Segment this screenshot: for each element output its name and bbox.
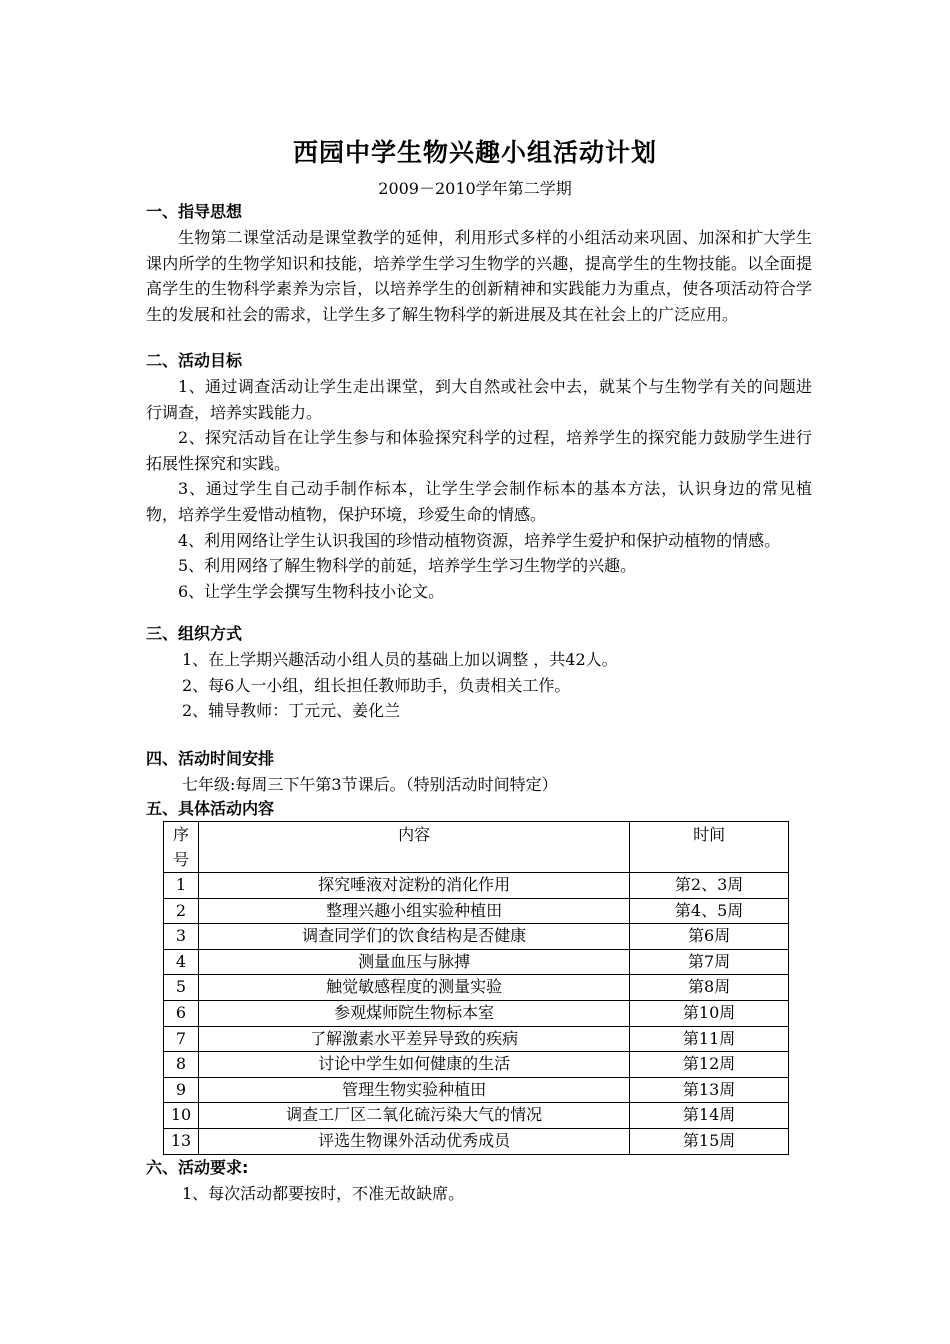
row-index: 10 [164,1103,199,1129]
document-subtitle: 2009－2010学年第二学期 [378,179,572,198]
row-time: 第4、5周 [630,898,789,924]
column-header-content: 内容 [198,822,629,873]
section-activity-content [146,796,812,822]
row-time: 第2、3周 [630,873,789,899]
table-row [164,1052,789,1078]
goal-item: 5、利用网络了解生物科学的前延，培养学生学习生物学的兴趣。 [178,556,637,576]
row-index: 9 [164,1077,199,1103]
row-index: 5 [164,975,199,1001]
table-row [164,1026,789,1052]
organization-item: 2、辅导教师：丁元元、姜化兰 [182,701,401,721]
row-time: 第8周 [630,975,789,1001]
goal-item: 6、让学生学会撰写生物科技小论文。 [178,581,445,601]
section-heading: 四、活动时间安排 [146,749,275,768]
section-schedule [146,746,812,798]
requirement-item: 1、每次活动都要按时，不准无故缺席。 [182,1184,465,1203]
table-row [164,1103,789,1129]
row-index: 13 [164,1128,199,1154]
section-paragraph: 生物第二课堂活动是课堂教学的延伸，利用形式多样的小组活动来巩固、加深和扩大学生课内所学的生物学知识和技能，培养学生学习生物学的兴趣，提高学生的生物技能。以全面提高学生的生物科学素养为宗旨，以培养学生的创新精神和实践能力为重点，使各项活动符合学生的发展和社会的需求，让学生多了解生物科学的新进展及其在社会上的广泛应用。 [146,228,812,324]
section-heading: 三、组织方式 [146,624,243,643]
section-requirements [146,1155,812,1207]
row-content: 调查工厂区二氧化硫污染大气的情况 [198,1103,629,1129]
row-content: 参观煤师院生物标本室 [198,1000,629,1026]
row-content: 了解激素水平差异导致的疾病 [198,1026,629,1052]
row-content: 讨论中学生如何健康的生活 [198,1052,629,1078]
activity-table [163,821,789,1155]
row-time: 第10周 [630,1000,789,1026]
row-index: 6 [164,1000,199,1026]
goal-item: 1、通过调查活动让学生走出课堂，到大自然或社会中去，就某个与生物学有关的问题进行调查，培养实践能力。 [146,377,812,422]
section-heading: 五、具体活动内容 [146,799,275,818]
row-content: 整理兴趣小组实验种植田 [198,898,629,924]
row-index: 2 [164,898,199,924]
section-heading: 一、指导思想 [146,202,243,221]
row-time: 第13周 [630,1077,789,1103]
column-header-time: 时间 [630,822,789,873]
table-row [164,1000,789,1026]
row-index: 7 [164,1026,199,1052]
row-time: 第12周 [630,1052,789,1078]
row-content: 调查同学们的饮食结构是否健康 [198,924,629,950]
organization-item: 1、在上学期兴趣活动小组人员的基础上加以调整 ，共42人。 [182,650,618,669]
table-header-row [164,822,789,873]
row-content: 评选生物课外活动优秀成员 [198,1128,629,1154]
schedule-text: 七年级:每周三下午第3节课后。（特别活动时间特定） [182,775,558,794]
row-content: 管理生物实验种植田 [198,1077,629,1103]
row-time: 第15周 [630,1128,789,1154]
table-row [164,1077,789,1103]
row-index: 4 [164,949,199,975]
row-content: 测量血压与脉搏 [198,949,629,975]
row-time: 第14周 [630,1103,789,1129]
table-row [164,949,789,975]
section-organization [146,621,812,724]
table-row [164,975,789,1001]
organization-item: 2、每6人一小组，组长担任教师助手，负责相关工作。 [182,675,571,695]
row-time: 第6周 [630,924,789,950]
row-content: 触觉敏感程度的测量实验 [198,975,629,1001]
document-title: 西园中学生物兴趣小组活动计划 [292,138,657,167]
row-index: 3 [164,924,199,950]
table-row [164,924,789,950]
goal-item: 3、通过学生自己动手制作标本，让学生学会制作标本的基本方法，认识身边的常见植物，培养学生爱惜动植物，保护环境，珍爱生命的情感。 [146,479,812,524]
table-row [164,1128,789,1154]
goal-item: 2、探究活动旨在让学生参与和体验探究科学的过程，培养学生的探究能力鼓励学生进行拓展性探究和实践。 [146,428,812,473]
row-time: 第11周 [630,1026,789,1052]
table-row [164,873,789,899]
table-row [164,898,789,924]
section-heading: 二、活动目标 [146,351,243,370]
row-index: 8 [164,1052,199,1078]
row-time: 第7周 [630,949,789,975]
goal-item: 4、利用网络让学生认识我国的珍惜动植物资源，培养学生爱护和保护动植物的情感。 [178,530,781,550]
column-header-index: 序号 [164,822,199,873]
section-heading: 六、活动要求: [146,1158,249,1177]
row-content: 探究唾液对淀粉的消化作用 [198,873,629,899]
row-index: 1 [164,873,199,899]
section-guiding-ideology [146,199,812,327]
section-activity-goals [146,348,812,604]
